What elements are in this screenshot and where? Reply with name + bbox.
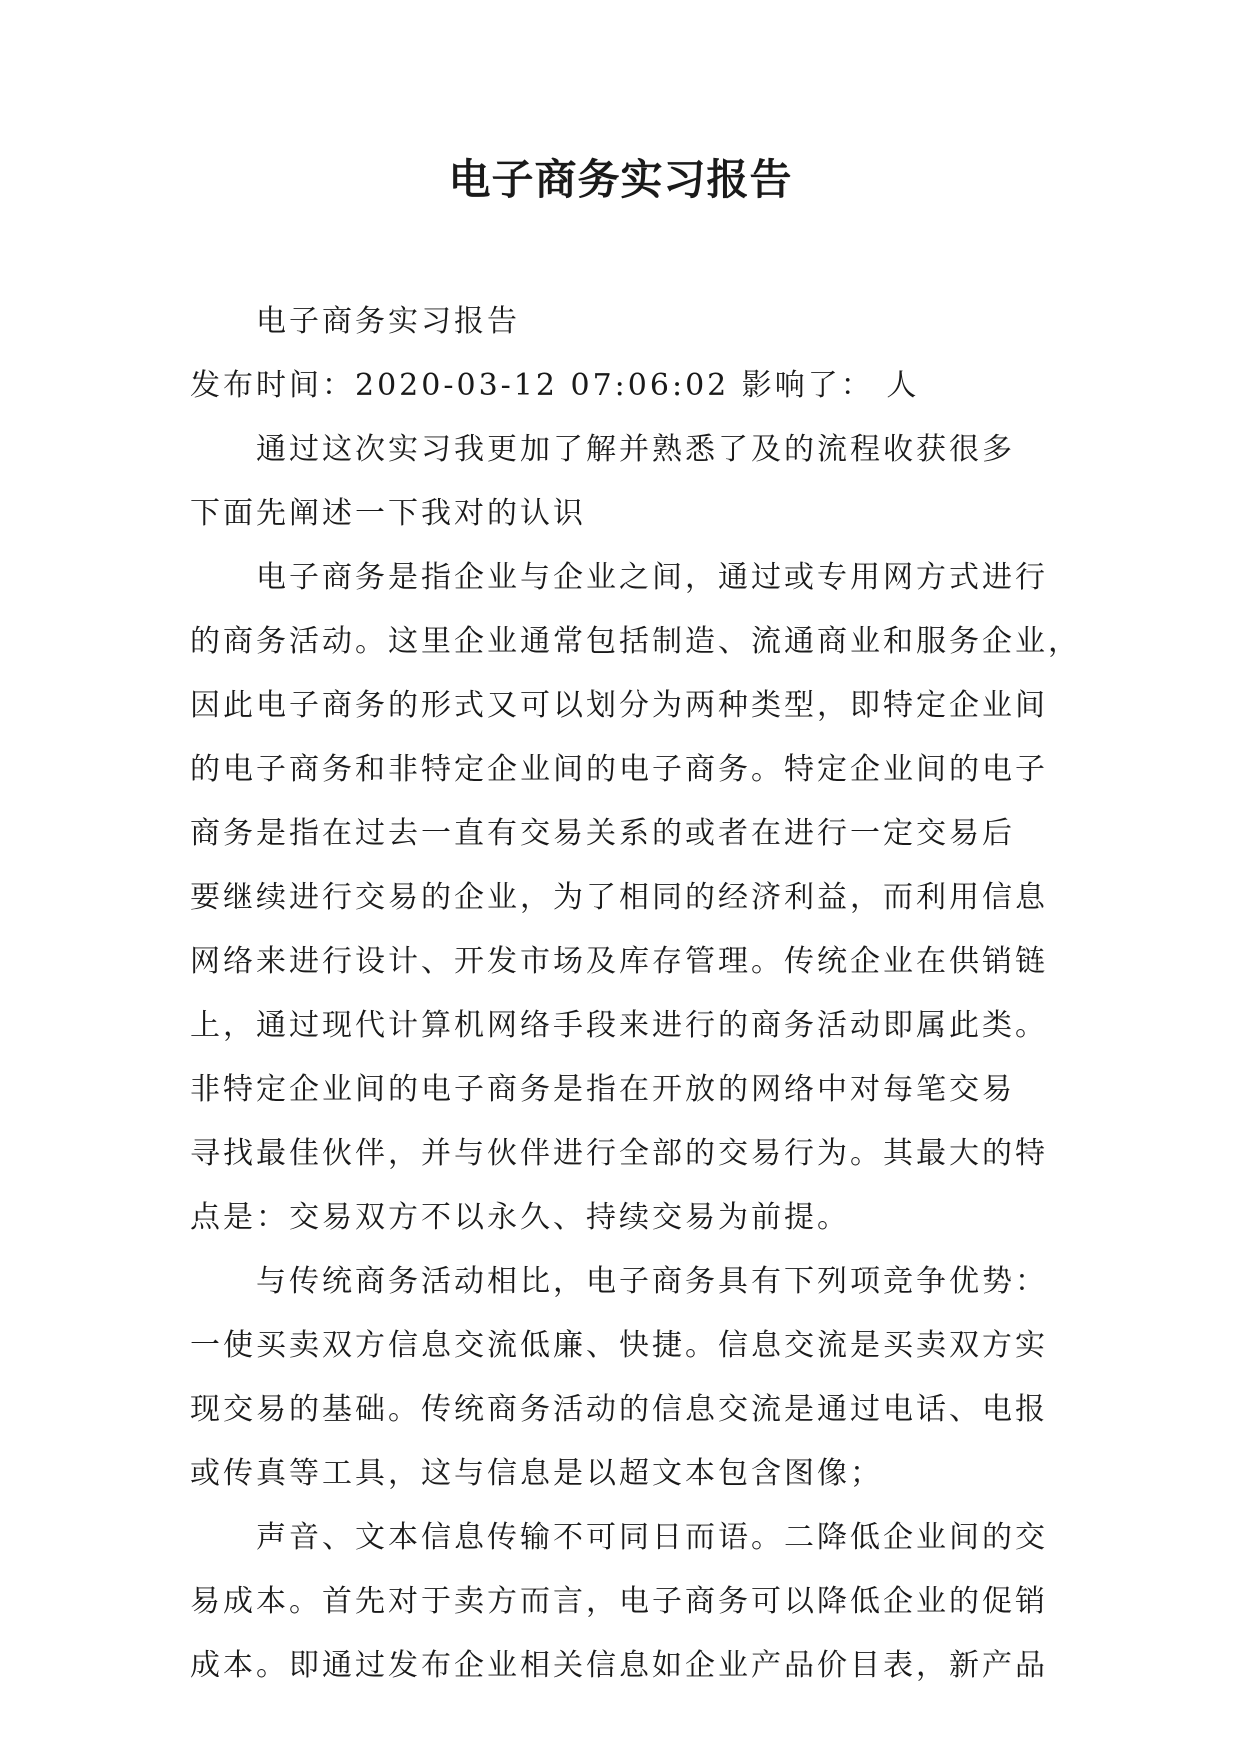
text-line: 电子商务是指企业与企业之间，通过或专用网方式进行 xyxy=(256,560,1048,595)
text-line: 的商务活动。这里企业通常包括制造、流通商业和服务企业， xyxy=(190,624,1081,659)
text-line: 网络来进行设计、开发市场及库存管理。传统企业在供销链 xyxy=(190,944,1048,979)
text-line: 易成本。首先对于卖方而言，电子商务可以降低企业的促销 xyxy=(190,1584,1048,1619)
text-line: 通过这次实习我更加了解并熟悉了及的流程收获很多 xyxy=(256,432,1015,467)
text-line: 非特定企业间的电子商务是指在开放的网络中对每笔交易 xyxy=(190,1072,1015,1107)
text-line: 成本。即通过发布企业相关信息如企业产品价目表，新产品 xyxy=(190,1648,1048,1683)
text-line: 点是：交易双方不以永久、持续交易为前提。 xyxy=(190,1200,850,1235)
text-line: 下面先阐述一下我对的认识 xyxy=(190,496,586,531)
text-line: 或传真等工具，这与信息是以超文本包含图像； xyxy=(190,1456,883,1491)
text-line: 寻找最佳伙伴，并与伙伴进行全部的交易行为。其最大的特 xyxy=(190,1136,1048,1171)
text-line: 的电子商务和非特定企业间的电子商务。特定企业间的电子 xyxy=(190,752,1048,787)
text-line: 发布时间：2020-03-12 07:06:02 影响了： 人 xyxy=(190,368,920,403)
text-line: 商务是指在过去一直有交易关系的或者在进行一定交易后 xyxy=(190,816,1015,851)
document-body xyxy=(190,290,1081,1698)
text-line: 电子商务实习报告 xyxy=(256,304,520,339)
text-line: 与传统商务活动相比，电子商务具有下列项竞争优势： xyxy=(256,1264,1048,1299)
text-line: 上，通过现代计算机网络手段来进行的商务活动即属此类。 xyxy=(190,1008,1048,1043)
text-line: 因此电子商务的形式又可以划分为两种类型，即特定企业间 xyxy=(190,688,1048,723)
text-line: 声音、文本信息传输不可同日而语。二降低企业间的交 xyxy=(256,1520,1048,1555)
text-line: 一使买卖双方信息交流低廉、快捷。信息交流是买卖双方实 xyxy=(190,1328,1048,1363)
document-title: 电子商务实习报告 xyxy=(448,155,793,204)
text-line: 要继续进行交易的企业，为了相同的经济利益，而利用信息 xyxy=(190,880,1048,915)
text-line: 现交易的基础。传统商务活动的信息交流是通过电话、电报 xyxy=(190,1392,1048,1427)
